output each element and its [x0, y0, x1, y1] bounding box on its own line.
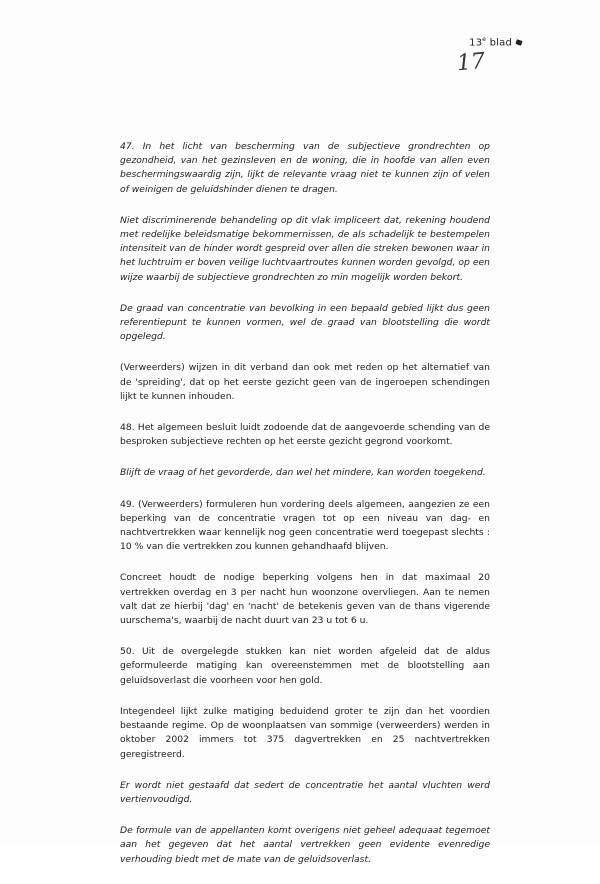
- ink-mark: [515, 39, 522, 46]
- paragraph: Integendeel lijkt zulke matiging beduidend groter te zijn dan het voordien bestaande regime. Op de woonplaatsen van sommige (verweerders) werden in oktober 2002 immers tot 375 dagvertrekken en 25 nachtvertrekken geregistreerd.: [120, 705, 490, 760]
- handwritten-initials: 17: [455, 48, 487, 77]
- paragraph: 49. (Verweerders) formuleren hun vordering deels algemeen, aangezien ze een beperking van de concentratie vragen tot op een niveau van dag- en nachtvertrekken waar kennelijk nog geen concentratie werd toegepast slechts : 10 % van die vertrekken zou kunnen gehandhaafd blijven.: [120, 498, 490, 553]
- paragraph: Concreet houdt de nodige beperking volgens hen in dat maximaal 20 vertrekken overdag en 3 per nacht hun woonzone overvliegen. Aan te nemen valt dat ze hierbij 'dag' en 'nacht' de betekenis geven van de thans vigerende uurschema's, waarbij de nacht duurt van 23 u tot 6 u.: [120, 572, 490, 627]
- paragraph: 48. Het algemeen besluit luidt zodoende dat de aangevoerde schending van de besproken subjectieve rechten op het eerste gezicht gegrond voorkomt.: [120, 422, 490, 448]
- paragraph: Er wordt niet gestaafd dat sedert de concentratie het aantal vluchten werd vertienvoudigd.: [120, 779, 490, 805]
- paragraph: De graad van concentratie van bevolking in een bepaald gebied lijkt dus geen referentiepunt te kunnen vormen, wel de graad van blootstelling die wordt opgelegd.: [120, 302, 490, 343]
- page-number: 13: [469, 37, 483, 49]
- paragraph: (Verweerders) wijzen in dit verband dan ook met reden op het alternatief van de 'spreiding', dat op het eerste gezicht geen van de ingeroepen schendingen lijkt te kunnen inhouden.: [120, 362, 490, 402]
- page-header: [469, 36, 512, 48]
- paragraph: Blijft de vraag of het gevorderde, dan wel het mindere, kan worden toegekend.: [120, 467, 486, 479]
- paragraph: Niet discriminerende behandeling op dit vlak impliceert dat, rekening houdend met redelijke beleidsmatige bekommernissen, de als schadelijk te bestempelen intensiteit van de hinder wordt gespreid over allen die streken bewonen waar in het luchtruim er boven veilige luchtvaartroutes kunnen worden gevolgd, op een wijze waarbij de subjectieve grondrechten zo min mogelijk worden bekort.: [120, 214, 490, 283]
- page-word: blad: [489, 37, 512, 49]
- paragraph: 50. Uit de overgelegde stukken kan niet worden afgeleid dat de aldus geformuleerde matiging kan overeenstemmen met de blootstelling aan geluidsoverlast die voorheen voor hen gold.: [120, 646, 490, 686]
- paragraph: 47. In het licht van bescherming van de subjectieve grondrechten op gezondheid, van het gezinsleven en de woning, die in hoofde van allen even beschermingswaardig zijn, lijkt de relevante vraag niet te kunnen zijn of velen of weinigen de geluidshinder dienen te dragen.: [120, 141, 490, 195]
- paragraph: De formule van de appellanten komt overigens niet geheel adequaat tegemoet aan het gegeven dat het aantal vertrekken geen evidente evenredige verhouding biedt met de mate van de geluidsoverlast.: [120, 825, 490, 865]
- document-body: [120, 140, 490, 884]
- page-number-suffix: e: [482, 36, 487, 43]
